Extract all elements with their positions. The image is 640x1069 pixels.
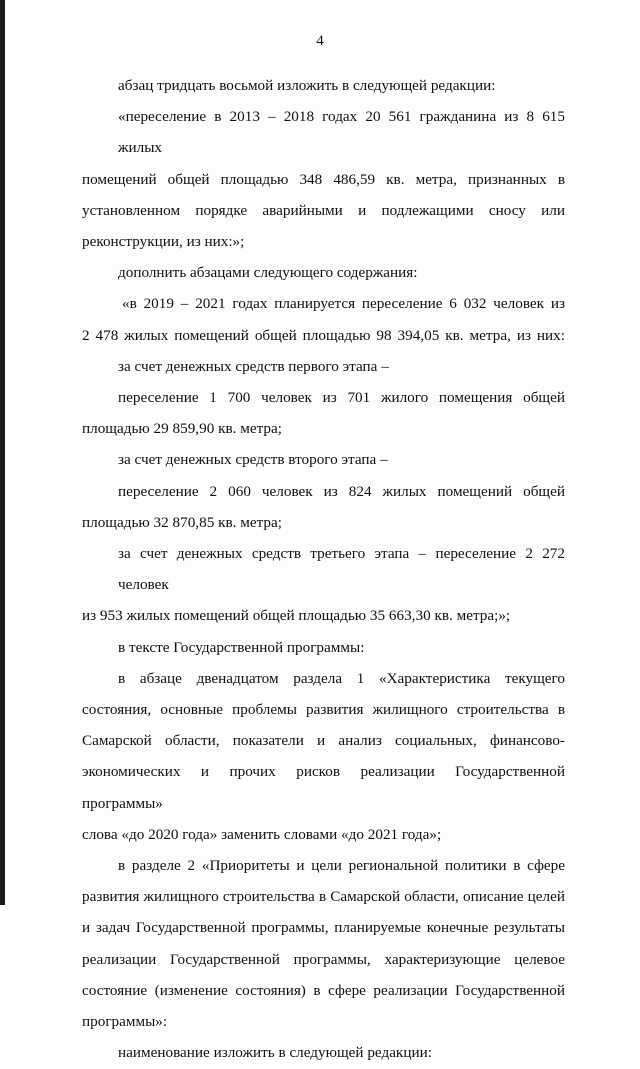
paragraph-line: площадью 32 870,85 кв. метра;: [82, 513, 282, 531]
paragraph-line: реконструкции, из них:»;: [82, 233, 245, 251]
paragraph-line: переселение 1 700 человек из 701 жилого помещения общей: [118, 389, 565, 407]
scan-left-edge: [0, 0, 5, 905]
paragraph-line: площадью 29 859,90 кв. метра;: [82, 420, 282, 438]
paragraph-line: из 953 жилых помещений общей площадью 35 663,30 кв. метра;»;: [82, 607, 511, 625]
paragraph-line: программы»:: [82, 1013, 168, 1031]
paragraph-line: слова «до 2020 года» заменить словами «до 2021 года»;: [82, 825, 442, 843]
paragraph-line: дополнить абзацами следующего содержания:: [118, 264, 418, 282]
document-body: [82, 70, 565, 1069]
paragraph-line: в абзаце двенадцатом раздела 1 «Характеристика текущего: [118, 669, 565, 687]
paragraph-line: «переселение в 2013 – 2018 годах 20 561 гражданина из 8 615 жилых: [118, 108, 565, 157]
paragraph-line: за счет денежных средств третьего этапа – переселение 2 272 человек: [118, 545, 565, 594]
paragraph-line: состояния, основные проблемы развития жилищного строительства в: [82, 701, 565, 719]
paragraph-line: Самарской области, показатели и анализ социальных, финансово-: [82, 732, 565, 750]
paragraph-line: абзац тридцать восьмой изложить в следующей редакции:: [118, 77, 496, 94]
page-number: 4: [316, 33, 324, 49]
paragraph-line: наименование изложить в следующей редакции:: [118, 1044, 432, 1062]
paragraph-line: в тексте Государственной программы:: [118, 638, 365, 656]
paragraph-line: развития жилищного строительства в Самарской области, описание целей: [82, 888, 565, 906]
paragraph-line: 2 478 жилых помещений общей площадью 98 394,05 кв. метра, из них:: [82, 326, 565, 344]
paragraph-line: за счет денежных средств второго этапа –: [118, 451, 388, 469]
paragraph-line: реализации Государственной программы, характеризующие целевое: [82, 950, 565, 968]
paragraph-line: установленном порядке аварийными и подлежащими сносу или: [82, 201, 565, 219]
paragraph-line: в разделе 2 «Приоритеты и цели региональной политики в сфере: [118, 857, 565, 875]
paragraph-line: помещений общей площадью 348 486,59 кв. метра, признанных в: [82, 170, 565, 188]
paragraph-line: экономических и прочих рисков реализации Государственной программы»: [82, 763, 565, 812]
paragraph-line: переселение 2 060 человек из 824 жилых помещений общей: [118, 482, 565, 500]
paragraph-line: состояние (изменение состояния) в сфере реализации Государственной: [82, 981, 565, 999]
paragraph-line: «в 2019 – 2021 годах планируется переселение 6 032 человек из: [122, 295, 565, 313]
paragraph-line: и задач Государственной программы, планируемые конечные результаты: [82, 919, 565, 937]
paragraph-line: за счет денежных средств первого этапа –: [118, 357, 389, 375]
